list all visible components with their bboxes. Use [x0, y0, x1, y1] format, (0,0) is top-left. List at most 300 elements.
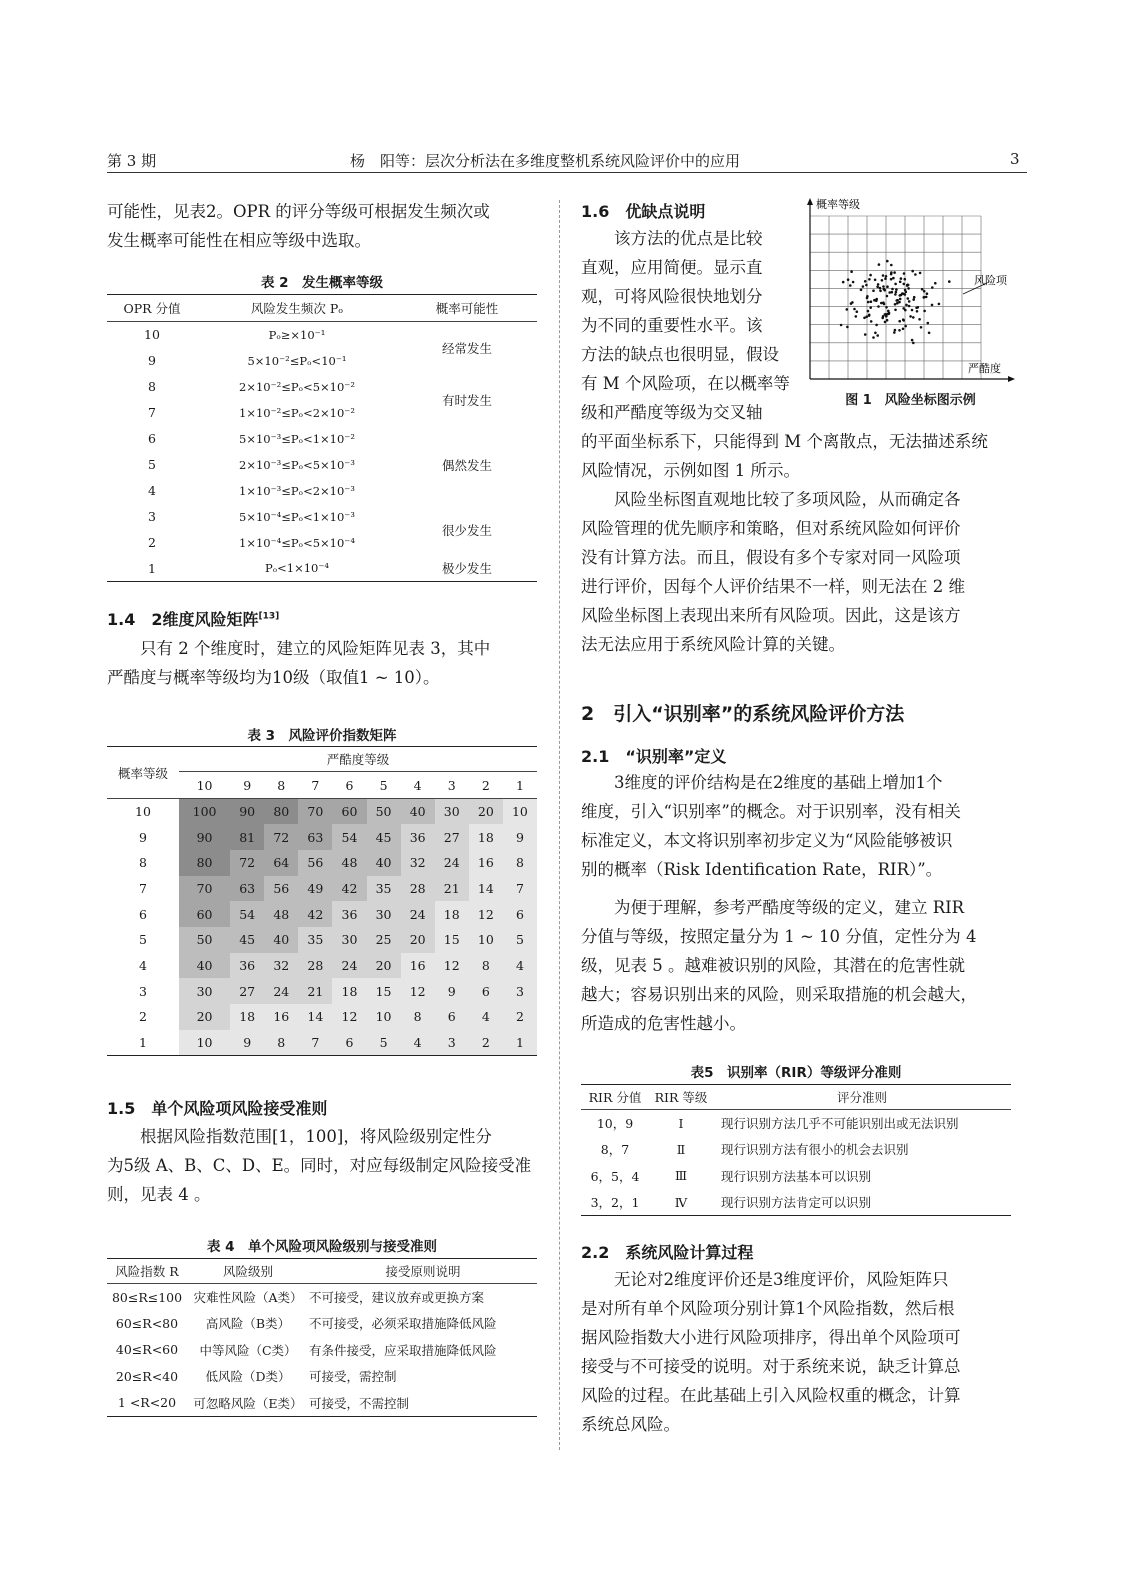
- section-2-1-text: [581, 768, 1011, 1038]
- table3-caption: 表 3 风险评价指数矩阵: [247, 728, 397, 744]
- frequency-cell: 5×10⁻⁴≤Pₒ<1×10⁻³: [239, 509, 355, 524]
- risk-index-cell: 18: [230, 1004, 264, 1030]
- risk-point: [894, 283, 897, 286]
- text-line: 风险坐标图直观地比较了多项风险，从而确定各: [614, 490, 961, 509]
- risk-point: [918, 318, 921, 321]
- risk-point: [904, 325, 907, 328]
- matrix-row: [107, 1004, 537, 1030]
- severity-col-header: 3: [447, 777, 456, 793]
- risk-index-cell: 8: [503, 850, 537, 876]
- risk-point: [898, 301, 901, 304]
- table-row: [107, 1390, 537, 1417]
- matrix-row: [107, 799, 537, 825]
- risk-index-cell: 20: [367, 953, 401, 979]
- risk-point: [902, 318, 905, 321]
- text-line: 维度，引入“识别率”的概念。对于识别率，没有相关: [581, 802, 961, 821]
- risk-matrix-table: [107, 746, 537, 1056]
- probability-level-cell: 8: [139, 855, 147, 871]
- risk-point: [904, 289, 907, 292]
- risk-point: [907, 297, 910, 300]
- risk-point: [868, 278, 871, 281]
- table-row: [107, 1363, 537, 1390]
- col-header: 评分准则: [836, 1090, 887, 1105]
- risk-point: [902, 328, 905, 331]
- probability-level-cell: 1: [139, 1034, 147, 1050]
- risk-index-cell: 16: [264, 1004, 298, 1030]
- risk-point: [909, 315, 912, 318]
- column-divider: [559, 200, 560, 1450]
- risk-point: [867, 310, 870, 313]
- risk-index-cell: 9: [435, 978, 469, 1004]
- likelihood-cell: 偶然发生: [441, 457, 492, 473]
- risk-index-cell: 5: [367, 1030, 401, 1056]
- risk-index-cell: 6: [332, 1030, 366, 1056]
- risk-point: [885, 306, 888, 309]
- section-1-4-heading: [107, 607, 279, 630]
- criteria-cell: 现行识别方法肯定可以识别: [721, 1195, 872, 1210]
- rir-score-cell: 8，7: [600, 1142, 630, 1158]
- rir-grade-cell: Ⅱ: [676, 1141, 686, 1157]
- col-header: RIR 分值: [588, 1090, 642, 1105]
- risk-point: [903, 272, 906, 275]
- risk-point: [895, 299, 898, 302]
- frequency-cell: 5×10⁻²≤Pₒ<10⁻¹: [247, 353, 347, 368]
- risk-point: [846, 308, 849, 311]
- risk-level-cell: 灾难性风险（A类）: [193, 1290, 303, 1305]
- risk-index-cell: 54: [230, 901, 264, 927]
- risk-index-cell: 81: [230, 824, 264, 850]
- risk-point: [912, 298, 915, 301]
- risk-point: [862, 285, 865, 288]
- risk-point: [867, 301, 870, 304]
- frequency-cell: 2×10⁻²≤Pₒ<5×10⁻²: [239, 379, 355, 394]
- risk-point: [850, 302, 853, 305]
- text-line: 观，可将风险很快地划分: [581, 287, 763, 306]
- risk-index-cell: 63: [298, 824, 332, 850]
- rir-score-cell: 10，9: [596, 1116, 634, 1131]
- col-header: 风险级别: [222, 1264, 273, 1279]
- text-line: 风险坐标图上表现出来所有风险项。因此，这是该方: [581, 606, 961, 625]
- text-line: 级和严酷度等级为交叉轴: [581, 403, 763, 422]
- citation: [13]: [258, 611, 280, 622]
- risk-point: [914, 273, 917, 276]
- rir-score-cell: 3，2，1: [590, 1195, 640, 1210]
- severity-col-header: 5: [379, 777, 388, 793]
- risk-index-cell: 32: [401, 850, 435, 876]
- risk-index-cell: 16: [469, 850, 503, 876]
- risk-level-cell: 高风险（B类）: [205, 1316, 291, 1332]
- risk-index-cell: 48: [264, 901, 298, 927]
- matrix-row: [107, 824, 537, 850]
- section-1-5-text: [107, 1122, 537, 1209]
- risk-index-cell: 72: [230, 850, 264, 876]
- risk-point: [886, 295, 889, 298]
- text-line: 发生概率可能性在相应等级中选取。: [107, 231, 371, 250]
- likelihood-cell: 极少发生: [441, 561, 492, 577]
- text-line: 只有 2 个维度时，建立的风险矩阵见表 3，其中: [140, 639, 491, 658]
- text-line: 直观，应用简便。显示直: [581, 258, 763, 277]
- risk-point: [881, 279, 884, 282]
- risk-point: [886, 285, 889, 288]
- risk-point: [864, 333, 867, 336]
- risk-point: [864, 280, 867, 283]
- table-row: [107, 1337, 537, 1364]
- risk-index-range-cell: 20≤R<40: [115, 1368, 179, 1384]
- risk-index-cell: 4: [401, 1030, 435, 1056]
- risk-index-cell: 80: [179, 850, 230, 876]
- table-row: [107, 504, 537, 530]
- frequency-cell: 2×10⁻³≤Pₒ<5×10⁻³: [239, 457, 355, 472]
- risk-index-cell: 27: [230, 978, 264, 1004]
- risk-index-cell: 40: [264, 927, 298, 953]
- risk-point: [895, 291, 898, 294]
- risk-index-cell: 18: [332, 978, 366, 1004]
- severity-col-header: 9: [243, 777, 252, 793]
- text-line: 则，见表 4 。: [107, 1185, 211, 1204]
- risk-index-cell: 20: [469, 799, 503, 825]
- risk-point: [931, 286, 934, 289]
- risk-point: [923, 310, 926, 313]
- risk-index-cell: 40: [179, 953, 230, 979]
- table-row: [107, 374, 537, 400]
- risk-point: [898, 320, 901, 323]
- probability-level-cell: 2: [139, 1009, 147, 1025]
- acceptance-cell: 有条件接受，应采取措施降低风险: [309, 1342, 497, 1358]
- text-line: 可能性，见表2。OPR 的评分等级可根据发生频次或: [107, 202, 490, 221]
- risk-point: [875, 299, 878, 302]
- risk-point: [894, 329, 897, 332]
- severity-col-header: 1: [515, 777, 524, 793]
- severity-col-header: 10: [196, 777, 213, 793]
- risk-index-cell: 45: [230, 927, 264, 953]
- text-line: 没有计算方法。而且，假设有多个专家对同一风险项: [581, 548, 961, 567]
- risk-point: [860, 289, 863, 292]
- text-line: 别的概率（Risk Identification Rate，RIR）”。: [581, 860, 943, 879]
- risk-index-cell: 6: [503, 901, 537, 927]
- risk-point: [891, 291, 894, 294]
- risk-point: [896, 302, 899, 305]
- text-line: 根据风险指数范围[1，100]，将风险级别定性分: [140, 1127, 492, 1146]
- risk-point: [911, 309, 914, 312]
- table-row: [107, 1284, 537, 1311]
- text-line: 有 M 个风险项，在以概率等: [581, 374, 790, 393]
- risk-index-cell: 7: [298, 1030, 332, 1056]
- risk-index-cell: 10: [367, 1004, 401, 1030]
- risk-point: [923, 290, 926, 293]
- matrix-row: [107, 876, 537, 902]
- severity-col-header: 8: [277, 777, 286, 793]
- opr-score-cell: 3: [148, 509, 156, 524]
- figure-grid: [810, 216, 981, 379]
- risk-index-cell: 48: [332, 850, 366, 876]
- risk-point: [907, 284, 910, 287]
- text-line: 的平面坐标系下，只能得到 M 个离散点，无法描述系统: [581, 432, 988, 451]
- risk-point: [895, 288, 898, 291]
- risk-point: [915, 307, 918, 310]
- risk-index-cell: 12: [332, 1004, 366, 1030]
- risk-point: [884, 277, 887, 280]
- rir-grade-cell: Ⅲ: [674, 1168, 688, 1184]
- text-line: 越大；容易识别出来的风险，则采取措施的机会越大，: [581, 985, 977, 1004]
- risk-point: [876, 286, 879, 289]
- risk-index-cell: 1: [503, 1030, 537, 1056]
- risk-index-cell: 3: [503, 978, 537, 1004]
- text-line: 3维度的评价结构是在2维度的基础上增加1个: [614, 773, 943, 792]
- severity-col-header: 6: [345, 777, 354, 793]
- risk-point: [931, 304, 934, 307]
- section-1-5-heading: 1.5 单个风险项风险接受准则: [107, 1099, 328, 1118]
- opr-score-cell: 1: [148, 560, 156, 576]
- table-row: [581, 1110, 1011, 1137]
- frequency-cell: Pₒ≥×10⁻¹: [268, 327, 326, 342]
- text-line: 风险情况，示例如图 1 所示。: [581, 461, 800, 480]
- running-title: 杨 阳等：层次分析法在多维度整机系统风险评价中的应用: [350, 152, 741, 170]
- section-1-6-wrapped-text: [581, 224, 799, 427]
- risk-point: [882, 301, 885, 304]
- risk-index-cell: 24: [264, 978, 298, 1004]
- col-header: 接受原则说明: [385, 1264, 461, 1279]
- probability-level-cell: 4: [139, 957, 147, 973]
- risk-index-cell: 72: [264, 824, 298, 850]
- risk-point: [925, 296, 928, 299]
- risk-index-cell: 24: [435, 850, 469, 876]
- risk-index-cell: 21: [298, 978, 332, 1004]
- section-2-1-heading: 2.1 “识别率”定义: [581, 747, 727, 766]
- severity-col-header: 7: [311, 777, 320, 793]
- risk-point: [893, 331, 896, 334]
- risk-point: [863, 317, 866, 320]
- risk-point: [894, 303, 897, 306]
- header-rule: [107, 172, 1027, 173]
- risk-index-cell: 10: [469, 927, 503, 953]
- table-row: [581, 1189, 1011, 1216]
- risk-level-cell: 可忽略风险（E类）: [193, 1395, 303, 1411]
- risk-index-cell: 80: [264, 799, 298, 825]
- intro-paragraph: [107, 197, 537, 255]
- rir-grade-cell: Ⅰ: [678, 1115, 684, 1131]
- row-header: 概率等级: [107, 747, 179, 799]
- risk-index-cell: 70: [298, 799, 332, 825]
- risk-point: [912, 342, 915, 345]
- risk-index-cell: 30: [179, 978, 230, 1004]
- risk-index-cell: 15: [367, 978, 401, 1004]
- text-line: 分值与等级，按照定量分为 1 ~ 10 分值，定性分为 4: [581, 927, 977, 946]
- journal-issue: 第 3 期: [107, 152, 157, 170]
- risk-point: [852, 281, 855, 284]
- risk-point: [840, 324, 843, 327]
- risk-point: [872, 336, 875, 339]
- risk-point: [898, 329, 901, 332]
- risk-index-cell: 35: [367, 876, 401, 902]
- text-line: 系统总风险。: [581, 1415, 680, 1434]
- col-header: OPR 分值: [123, 301, 181, 316]
- criteria-cell: 现行识别方法基本可以识别: [721, 1168, 872, 1184]
- risk-index-cell: 15: [435, 927, 469, 953]
- matrix-row: [107, 978, 537, 1004]
- risk-index-cell: 42: [298, 901, 332, 927]
- col-group-header: 严酷度等级: [179, 747, 537, 772]
- risk-point: [879, 287, 882, 290]
- risk-point: [881, 317, 884, 320]
- risk-index-cell: 6: [469, 978, 503, 1004]
- frequency-cell: 1×10⁻²≤Pₒ<2×10⁻²: [239, 405, 355, 420]
- text-line: 进行评价，因每个人评价结果不一样，则无法在 2 维: [581, 577, 965, 596]
- risk-index-cell: 36: [401, 824, 435, 850]
- severity-col-header: 4: [413, 777, 422, 793]
- risk-point: [928, 332, 931, 335]
- risk-index-cell: 90: [230, 799, 264, 825]
- risk-point: [883, 288, 886, 291]
- risk-point: [927, 322, 930, 325]
- risk-point: [865, 315, 868, 318]
- text-line: 是对所有单个风险项分别计算1个风险指数，然后根: [581, 1299, 955, 1318]
- table-row: [107, 426, 537, 452]
- risk-point: [900, 277, 903, 280]
- risk-point: [874, 332, 877, 335]
- risk-index-cell: 10: [179, 1030, 230, 1056]
- risk-index-cell: 9: [503, 824, 537, 850]
- col-header: 风险指数 R: [115, 1264, 179, 1279]
- risk-point: [916, 310, 919, 313]
- rir-criteria-table: [581, 1084, 1011, 1216]
- table5-caption: 表5 识别率（RIR）等级评分准则: [690, 1065, 902, 1081]
- risk-point: [886, 313, 889, 316]
- risk-index-cell: 3: [435, 1030, 469, 1056]
- risk-points: [840, 260, 951, 344]
- risk-point: [890, 264, 893, 267]
- risk-point: [938, 303, 941, 306]
- table-row: [107, 322, 537, 348]
- text-line: 为不同的重要性水平。该: [581, 316, 763, 335]
- matrix-row: [107, 953, 537, 979]
- risk-point: [899, 281, 902, 284]
- text-line: 无论对2维度评价还是3维度评价，风险矩阵只: [614, 1270, 949, 1289]
- risk-index-cell: 12: [469, 901, 503, 927]
- col-header: 概率可能性: [435, 301, 499, 316]
- matrix-row: [107, 1030, 537, 1056]
- risk-index-cell: 40: [367, 850, 401, 876]
- figure1-caption: 图 1 风险坐标图示例: [845, 393, 976, 408]
- risk-point: [886, 260, 889, 263]
- risk-index-cell: 21: [435, 876, 469, 902]
- risk-index-cell: 100: [179, 799, 230, 825]
- risk-index-cell: 63: [230, 876, 264, 902]
- col-header: RIR 等级: [654, 1090, 708, 1105]
- risk-index-range-cell: 80≤R≤100: [111, 1289, 183, 1305]
- risk-index-range-cell: 60≤R<80: [115, 1315, 179, 1331]
- risk-index-range-cell: 40≤R<60: [115, 1342, 179, 1358]
- risk-point: [899, 294, 902, 297]
- risk-point: [894, 293, 897, 296]
- risk-point: [884, 321, 887, 324]
- acceptance-cell: 不可接受，必须采取措施降低风险: [309, 1316, 497, 1332]
- risk-index-cell: 35: [298, 927, 332, 953]
- risk-point: [872, 289, 875, 292]
- opr-score-cell: 7: [148, 405, 156, 420]
- risk-point: [887, 310, 890, 313]
- risk-index-cell: 30: [435, 799, 469, 825]
- risk-index-cell: 28: [298, 953, 332, 979]
- text-line: 据风险指数大小进行风险项排序，得出单个风险项可: [581, 1328, 961, 1347]
- table2-caption: 表 2 发生概率等级: [260, 275, 384, 291]
- opr-score-cell: 8: [148, 379, 156, 394]
- matrix-row: [107, 850, 537, 876]
- probability-level-cell: 3: [139, 983, 147, 999]
- risk-index-cell: 70: [179, 876, 230, 902]
- risk-point: [894, 309, 897, 312]
- likelihood-cell: 经常发生: [441, 340, 492, 356]
- risk-point: [876, 334, 879, 337]
- risk-index-cell: 36: [230, 953, 264, 979]
- rir-score-cell: 6，5，4: [590, 1168, 640, 1184]
- risk-point: [893, 271, 896, 274]
- risk-index-cell: 45: [367, 824, 401, 850]
- likelihood-cell: 很少发生: [441, 522, 492, 538]
- risk-point: [869, 274, 872, 277]
- text-line: 方法的缺点也很明显，假设: [581, 345, 779, 364]
- text-line: 为5级 A、B、C、D、E。同时，对应每级制定风险接受准: [107, 1156, 532, 1175]
- risk-index-range-cell: 1 <R<20: [117, 1395, 177, 1410]
- risk-point: [853, 308, 856, 311]
- acceptance-cell: 可接受，需控制: [309, 1369, 397, 1385]
- risk-index-cell: 20: [401, 927, 435, 953]
- point-label: 风险项: [974, 274, 1007, 287]
- risk-index-cell: 4: [503, 953, 537, 979]
- risk-point: [842, 281, 845, 284]
- severity-col-header: 2: [481, 777, 490, 793]
- section-1-4-text: [107, 634, 537, 692]
- risk-point: [913, 296, 916, 299]
- risk-point: [911, 270, 914, 273]
- matrix-row: [107, 927, 537, 953]
- acceptance-cell: 可接受，不需控制: [309, 1395, 410, 1411]
- risk-index-cell: 12: [435, 953, 469, 979]
- risk-point: [891, 288, 894, 291]
- risk-index-cell: 36: [332, 901, 366, 927]
- table-row: [107, 556, 537, 582]
- risk-index-cell: 18: [469, 824, 503, 850]
- probability-level-cell: 9: [139, 829, 147, 845]
- risk-index-cell: 40: [401, 799, 435, 825]
- text-line: 所造成的危害性越小。: [581, 1014, 746, 1033]
- risk-point: [934, 282, 937, 285]
- risk-index-cell: 16: [401, 953, 435, 979]
- frequency-cell: 1×10⁻³≤Pₒ<2×10⁻³: [239, 483, 355, 498]
- x-axis-label: 严酷度: [968, 362, 1001, 375]
- risk-index-cell: 60: [179, 901, 230, 927]
- risk-index-cell: 8: [401, 1004, 435, 1030]
- risk-point: [868, 314, 871, 317]
- risk-point: [865, 284, 868, 287]
- risk-index-cell: 30: [367, 901, 401, 927]
- probability-level-cell: 10: [135, 804, 151, 820]
- risk-level-cell: 中等风险（C类）: [199, 1342, 297, 1358]
- acceptance-criteria-table: [107, 1258, 537, 1417]
- risk-index-cell: 7: [503, 876, 537, 902]
- probability-level-table: [107, 294, 537, 582]
- risk-index-cell: 56: [298, 850, 332, 876]
- frequency-cell: 1×10⁻⁴≤Pₒ<5×10⁻⁴: [239, 535, 355, 550]
- risk-point: [892, 277, 895, 280]
- risk-index-cell: 64: [264, 850, 298, 876]
- text-line: 级，见表 5 。越难被识别的风险，其潜在的危害性就: [581, 956, 965, 975]
- probability-level-cell: 6: [139, 906, 147, 922]
- risk-coordinate-figure: [803, 196, 1018, 386]
- risk-point: [920, 326, 923, 329]
- text-line: 该方法的优点是比较: [614, 229, 763, 248]
- matrix-row: [107, 901, 537, 927]
- risk-point: [885, 275, 888, 278]
